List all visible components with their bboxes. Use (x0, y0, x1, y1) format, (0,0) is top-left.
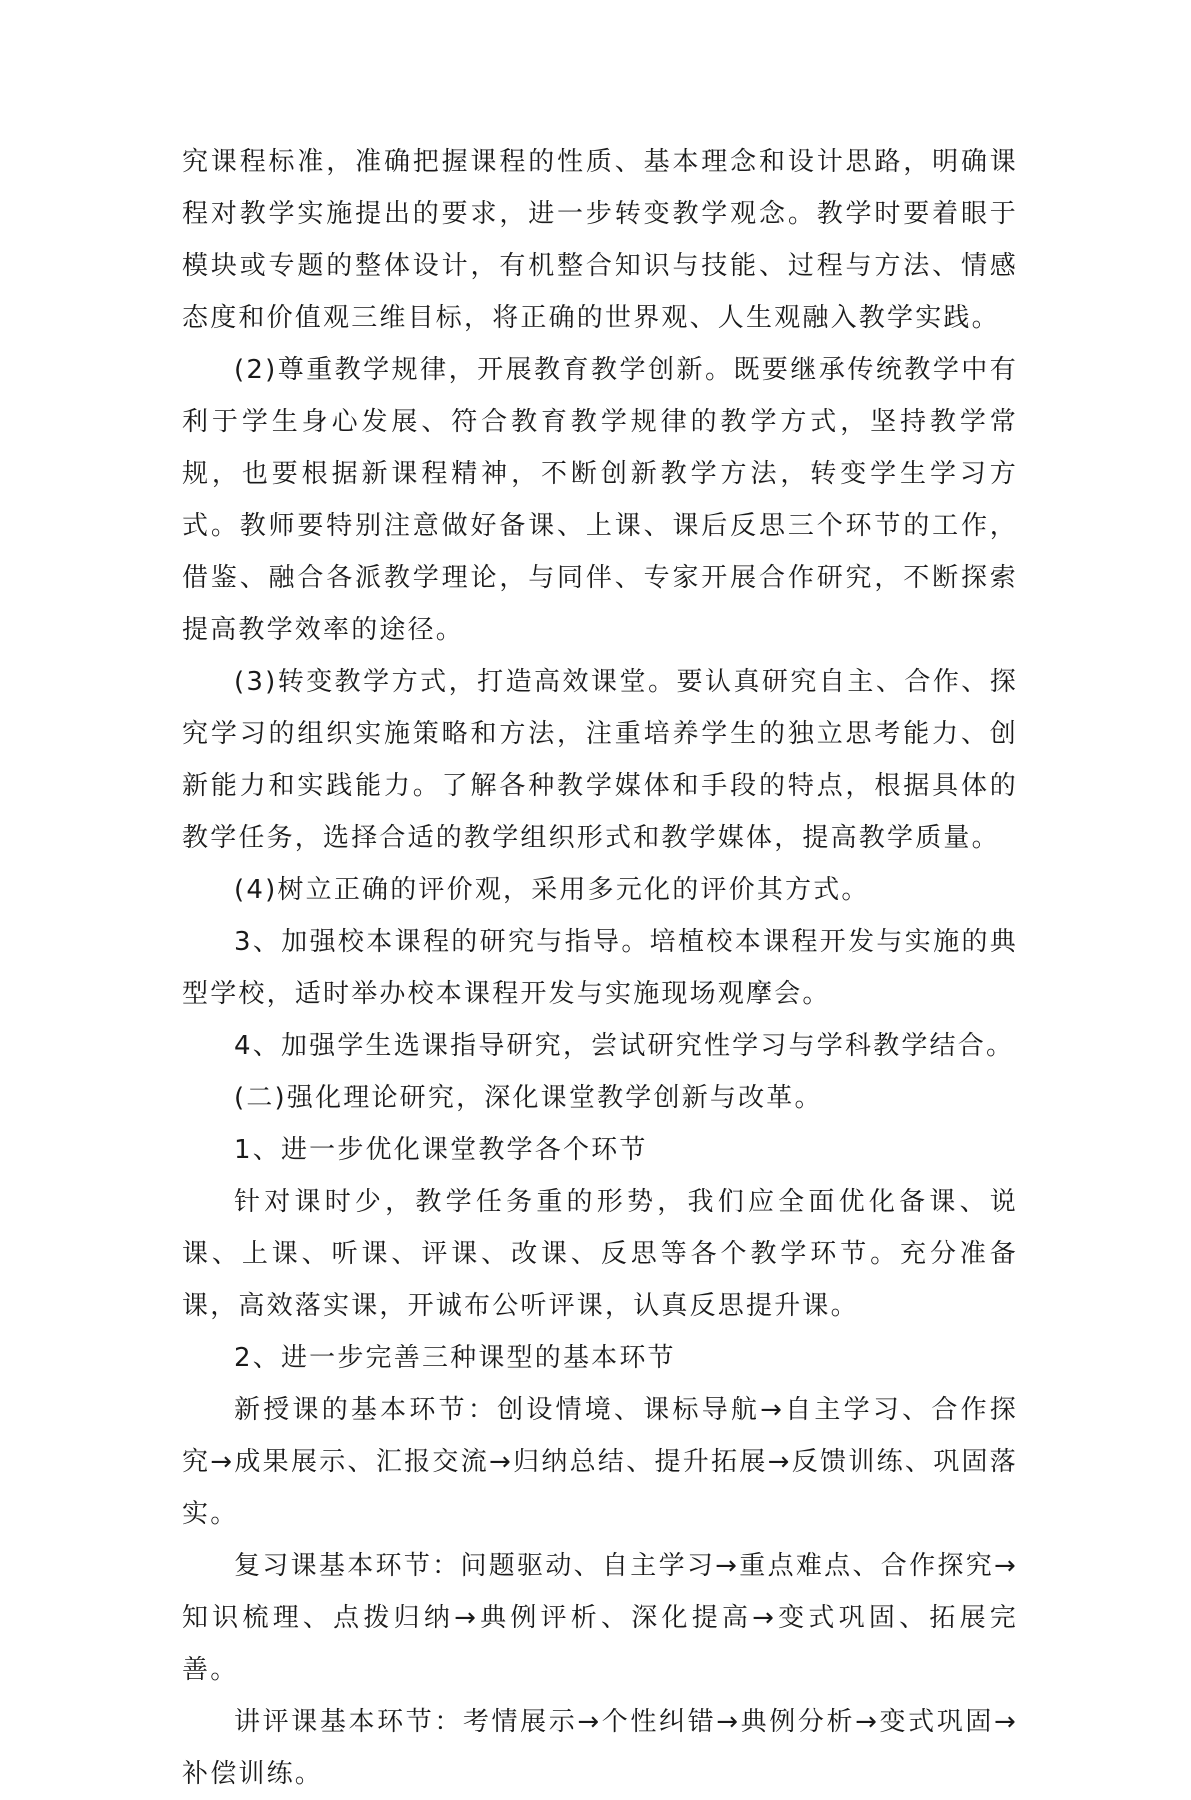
document-body (182, 136, 1018, 1800)
subheading-2: 2、进一步完善三种课型的基本环节 (234, 1343, 676, 1373)
paragraph-new-lesson: 新授课的基本环节：创设情境、课标导航→自主学习、合作探究→成果展示、汇报交流→归纳总结、提升拓展→反馈训练、巩固落实。 (182, 1395, 1018, 1529)
paragraph-7: 针对课时少，教学任务重的形势，我们应全面优化备课、说课、上课、听课、评课、改课、反思等各个教学环节。充分准备课，高效落实课，开诚布公听评课，认真反思提升课。 (182, 1187, 1018, 1321)
paragraph-2: (2)尊重教学规律，开展教育教学创新。既要继承传统教学中有利于学生身心发展、符合教育教学规律的教学方式，坚持教学常规，也要根据新课程精神，不断创新教学方法，转变学生学习方式。教师要特别注意做好备课、上课、课后反思三个环节的工作，借鉴、融合各派教学理论，与同伴、专家开展合作研究，不断探索提高教学效率的途径。 (182, 355, 1018, 645)
paragraph-5: 3、加强校本课程的研究与指导。培植校本课程开发与实施的典型学校，适时举办校本课程开发与实施现场观摩会。 (182, 927, 1018, 1009)
section-heading: (二)强化理论研究，深化课堂教学创新与改革。 (234, 1083, 823, 1113)
paragraph-3: (3)转变教学方式，打造高效课堂。要认真研究自主、合作、探究学习的组织实施策略和方法，注重培养学生的独立思考能力、创新能力和实践能力。了解各种教学媒体和手段的特点，根据具体的教学任务，选择合适的教学组织形式和教学媒体，提高教学质量。 (182, 667, 1018, 853)
paragraph-review-lesson: 复习课基本环节：问题驱动、自主学习→重点难点、合作探究→知识梳理、点拨归纳→典例评析、深化提高→变式巩固、拓展完善。 (182, 1551, 1018, 1685)
paragraph-1: 究课程标准，准确把握课程的性质、基本理念和设计思路，明确课程对教学实施提出的要求，进一步转变教学观念。教学时要着眼于模块或专题的整体设计，有机整合知识与技能、过程与方法、情感态度和价值观三维目标，将正确的世界观、人生观融入教学实践。 (182, 147, 1018, 333)
paragraph-feedback-lesson: 讲评课基本环节：考情展示→个性纠错→典例分析→变式巩固→补偿训练。 (182, 1707, 1018, 1789)
subheading-1: 1、进一步优化课堂教学各个环节 (234, 1135, 648, 1165)
paragraph-6: 4、加强学生选课指导研究，尝试研究性学习与学科教学结合。 (234, 1031, 1015, 1061)
paragraph-4: (4)树立正确的评价观，采用多元化的评价其方式。 (234, 875, 870, 905)
